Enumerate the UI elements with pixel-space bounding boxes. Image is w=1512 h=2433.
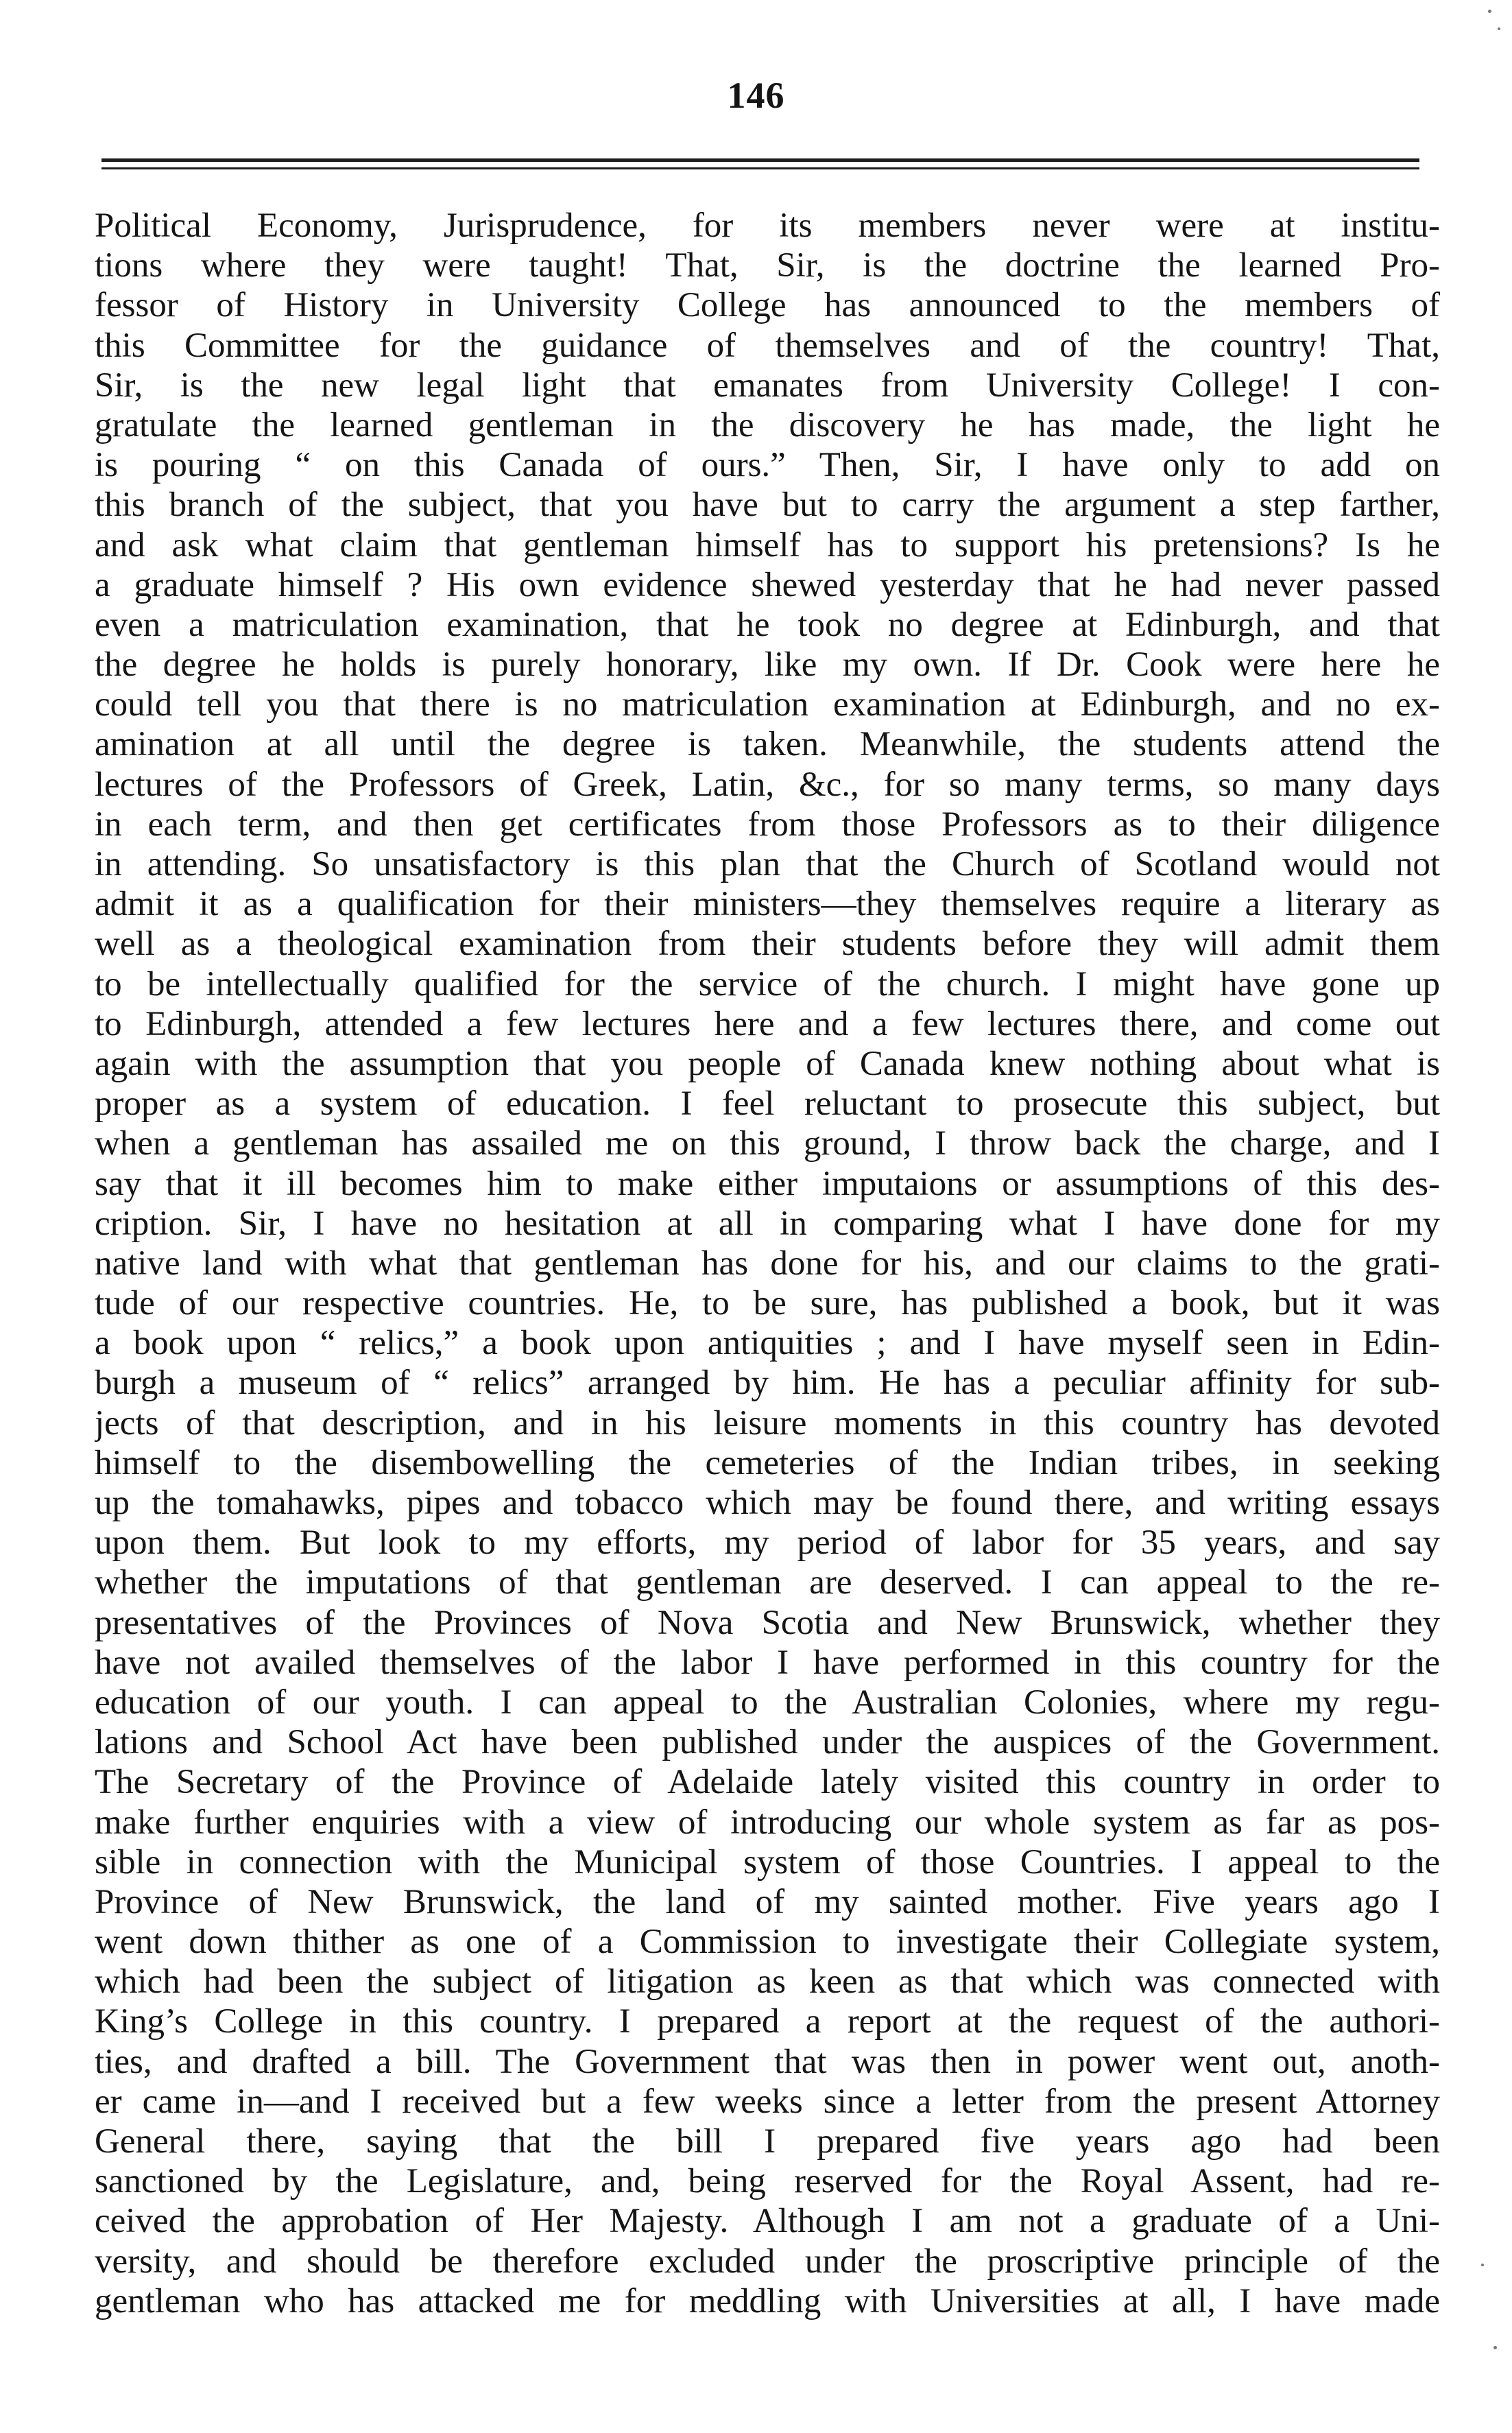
text-line: Sir, is the new legal light that emanates from University College! I con- [95, 366, 1440, 405]
text-line: have not availed themselves of the labor I have performed in this country for the [95, 1643, 1440, 1682]
text-line: ceived the approbation of Her Majesty. Although I am not a graduate of a Uni- [95, 2202, 1440, 2241]
text-line: a graduate himself ? His own evidence shewed yesterday that he had never passed [95, 565, 1440, 604]
text-line: admit it as a qualification for their ministers—they themselves require a literary as [95, 885, 1440, 924]
text-line: up the tomahawks, pipes and tobacco which may be found there, and writing essays [95, 1484, 1440, 1522]
text-line: a book upon “ relics,” a book upon antiquities ; and I have myself seen in Edin- [95, 1324, 1440, 1363]
page-number: 146 [727, 75, 785, 116]
text-line: to Edinburgh, attended a few lectures here and a few lectures there, and come out [95, 1004, 1440, 1043]
text-line: education of our youth. I can appeal to the Australian Colonies, where my regu- [95, 1683, 1440, 1722]
text-line: make further enquiries with a view of introducing our whole system as far as pos- [95, 1803, 1440, 1842]
text-line: himself to the disembowelling the cemeteries of the Indian tribes, in seeking [95, 1443, 1440, 1482]
text-line: versity, and should be therefore excluded under the proscriptive principle of the [95, 2242, 1440, 2281]
text-line: this Committee for the guidance of themselves and of the country! That, [95, 326, 1440, 365]
text-line: sanctioned by the Legislature, and, being reserved for the Royal Assent, had re- [95, 2162, 1440, 2201]
text-line: gratulate the learned gentleman in the discovery he has made, the light he [95, 405, 1440, 444]
text-line: presentatives of the Provinces of Nova Scotia and New Brunswick, whether they [95, 1603, 1440, 1642]
header-rule-bottom [101, 167, 1419, 169]
text-line: is pouring “ on this Canada of ours.” Then, Sir, I have only to add on [95, 446, 1440, 485]
text-line: native land with what that gentleman has done for his, and our claims to the grati- [95, 1244, 1440, 1283]
text-line: whether the imputations of that gentleman are deserved. I can appeal to the re- [95, 1563, 1440, 1602]
text-line: sible in connection with the Municipal system of those Countries. I appeal to the [95, 1842, 1440, 1882]
text-line: er came in—and I received but a few weeks since a letter from the present Attorney [95, 2082, 1440, 2121]
text-line: to be intellectually qualified for the service of the church. I might have gone up [95, 964, 1440, 1004]
text-line: even a matriculation examination, that he took no degree at Edinburgh, and that [95, 605, 1440, 644]
text-line: in attending. So unsatisfactory is this plan that the Church of Scotland would not [95, 845, 1440, 883]
text-line: King’s College in this country. I prepared a report at the request of the authori- [95, 2002, 1440, 2041]
text-line: proper as a system of education. I feel reluctant to prosecute this subject, but [95, 1084, 1440, 1124]
text-line: went down thither as one of a Commission to investigate their Collegiate system, [95, 1923, 1440, 1962]
text-line: this branch of the subject, that you have but to carry the argument a step farther, [95, 486, 1440, 525]
text-line: gentleman who has attacked me for meddling with Universities at all, I have made [95, 2281, 1440, 2321]
scan-speck [1481, 2264, 1484, 2266]
text-line: jects of that description, and in his leisure moments in this country has devoted [95, 1403, 1440, 1443]
text-line: ties, and drafted a bill. The Government that was then in power went out, anoth- [95, 2042, 1440, 2081]
header-rule-top [101, 158, 1419, 162]
text-line: well as a theological examination from their students before they will admit them [95, 925, 1440, 964]
text-line: could tell you that there is no matriculation examination at Edinburgh, and no ex- [95, 685, 1440, 724]
text-line: Political Economy, Jurisprudence, for its members never were at institu- [95, 206, 1440, 245]
text-line: tude of our respective countries. He, to be sure, has published a book, but it was [95, 1284, 1440, 1323]
scan-speck [1498, 27, 1500, 30]
body-text [95, 206, 1440, 2321]
text-line: tions where they were taught! That, Sir, is the doctrine the learned Pro- [95, 246, 1440, 285]
text-line: upon them. But look to my efforts, my period of labor for 35 years, and say [95, 1523, 1440, 1563]
text-line: Province of New Brunswick, the land of my sainted mother. Five years ago I [95, 1882, 1440, 1921]
text-line: burgh a museum of “ relics” arranged by him. He has a peculiar affinity for sub- [95, 1364, 1440, 1403]
text-line: fessor of History in University College has announced to the members of [95, 286, 1440, 325]
text-line: which had been the subject of litigation as keen as that which was connected with [95, 1962, 1440, 2002]
text-line: again with the assumption that you people of Canada knew nothing about what is [95, 1044, 1440, 1083]
text-line: in each term, and then get certificates from those Professors as to their diligence [95, 805, 1440, 844]
scan-speck [1493, 2346, 1497, 2349]
text-line: General there, saying that the bill I prepared five years ago had been [95, 2122, 1440, 2161]
scan-speck [1488, 10, 1491, 13]
text-line: amination at all until the degree is taken. Meanwhile, the students attend the [95, 725, 1440, 764]
text-line: cription. Sir, I have no hesitation at all in comparing what I have done for my [95, 1204, 1440, 1243]
text-line: and ask what claim that gentleman himself has to support his pretensions? Is he [95, 525, 1440, 565]
text-line: the degree he holds is purely honorary, like my own. If Dr. Cook were here he [95, 645, 1440, 685]
text-line: lations and School Act have been published under the auspices of the Government. [95, 1723, 1440, 1762]
text-line: The Secretary of the Province of Adelaide lately visited this country in order to [95, 1763, 1440, 1802]
text-line: lectures of the Professors of Greek, Latin, &c., for so many terms, so many days [95, 765, 1440, 804]
text-line: say that it ill becomes him to make either imputaions or assumptions of this des- [95, 1164, 1440, 1203]
text-line: when a gentleman has assailed me on this ground, I throw back the charge, and I [95, 1124, 1440, 1163]
